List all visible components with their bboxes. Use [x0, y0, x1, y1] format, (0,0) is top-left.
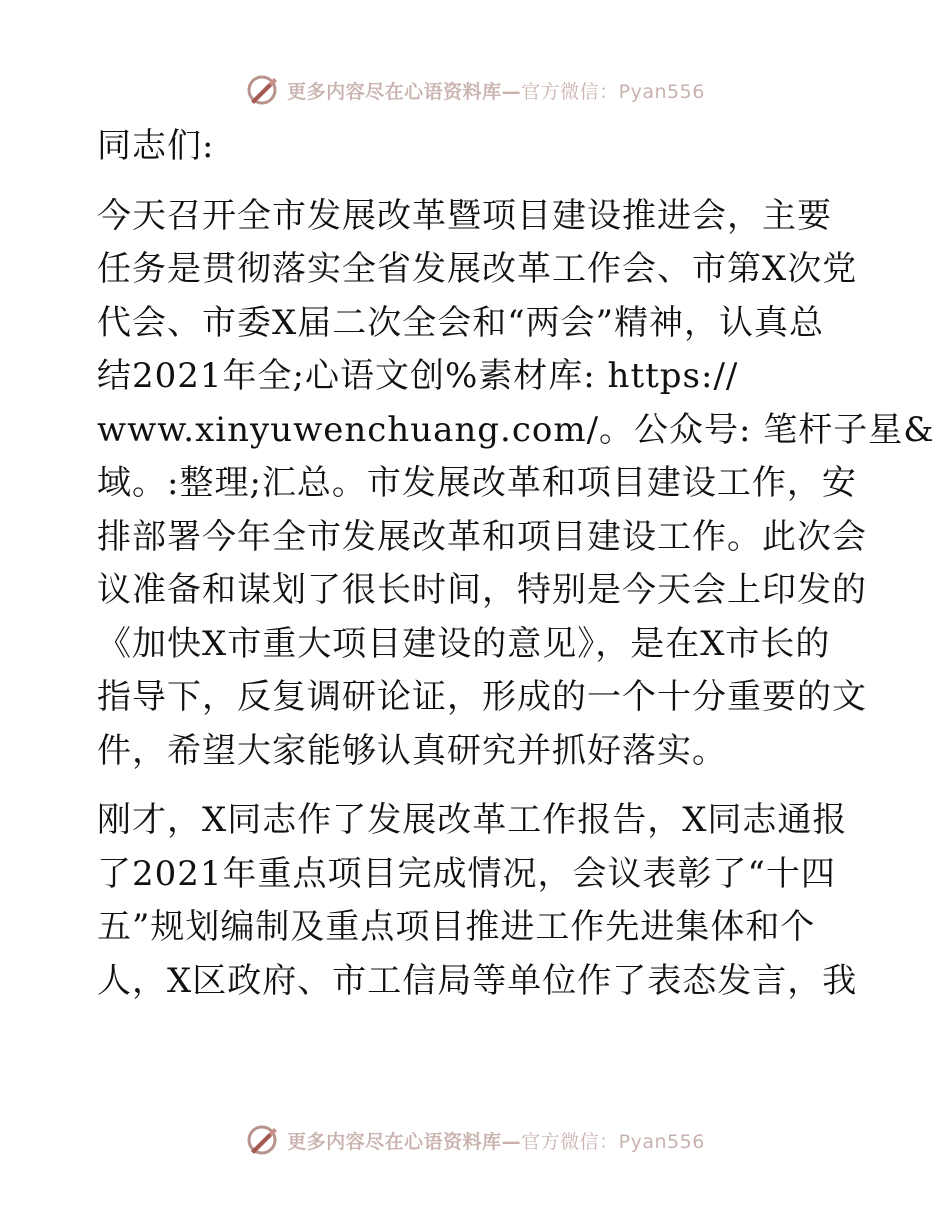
watermark-wechat: 官方微信：Pyan556 [521, 1130, 705, 1153]
paragraph-line: 人，X区政府、市工信局等单位作了表态发言，我 [97, 960, 858, 1001]
watermark-main: 更多内容尽在心语资料库— [287, 1130, 522, 1153]
paragraph-2 [97, 794, 858, 1008]
paragraph-line: 结2021年全;心语文创%素材库: https:// [97, 356, 739, 396]
paragraph-line: 刚才，X同志作了发展改革工作报告，X同志通报 [97, 800, 848, 840]
paragraph-line: 五”规划编制及重点项目推进工作先进集体和个 [97, 907, 816, 947]
paragraph-line: 《加快X市重大项目建设的意见》，是在X市长的 [97, 623, 831, 664]
salutation-line: 同志们: [97, 126, 215, 166]
paragraph-line: 代会、市委X届二次全会和“两会”精神，认真总 [97, 302, 824, 343]
salutation [97, 120, 847, 174]
paragraph-line: 指导下，反复调研论证，形成的一个十分重要的文 [97, 677, 867, 717]
paragraph-line: 域。:整理;汇总。市发展改革和项目建设工作，安 [97, 463, 857, 503]
watermark-banner-top [0, 70, 950, 110]
pen-logo-icon [245, 1123, 279, 1157]
paragraph-line: www.xinyuwenchuang.com/。公众号: 笔杆子星& [97, 409, 935, 450]
watermark-main: 更多内容尽在心语资料库— [287, 80, 522, 103]
paragraph-line: 了2021年重点项目完成情况，会议表彰了“十四 [97, 853, 836, 894]
paragraph-line: 议准备和谋划了很长时间，特别是今天会上印发的 [97, 570, 867, 610]
watermark-wechat: 官方微信：Pyan556 [521, 80, 705, 103]
pen-logo-icon [245, 73, 279, 107]
watermark-banner-bottom [0, 1120, 950, 1160]
document-body [97, 120, 935, 1008]
watermark-text [287, 77, 705, 104]
watermark-text [287, 1127, 705, 1154]
paragraph-line: 任务是贯彻落实全省发展改革工作会、市第X次党 [97, 249, 858, 289]
paragraph-line: 今天召开全市发展改革暨项目建设推进会，主要 [97, 195, 832, 236]
paragraph-line: 件，希望大家能够认真研究并抓好落实。 [97, 730, 727, 771]
paragraph-1 [97, 190, 935, 779]
paragraph-line: 排部署今年全市发展改革和项目建设工作。此次会 [97, 516, 867, 557]
